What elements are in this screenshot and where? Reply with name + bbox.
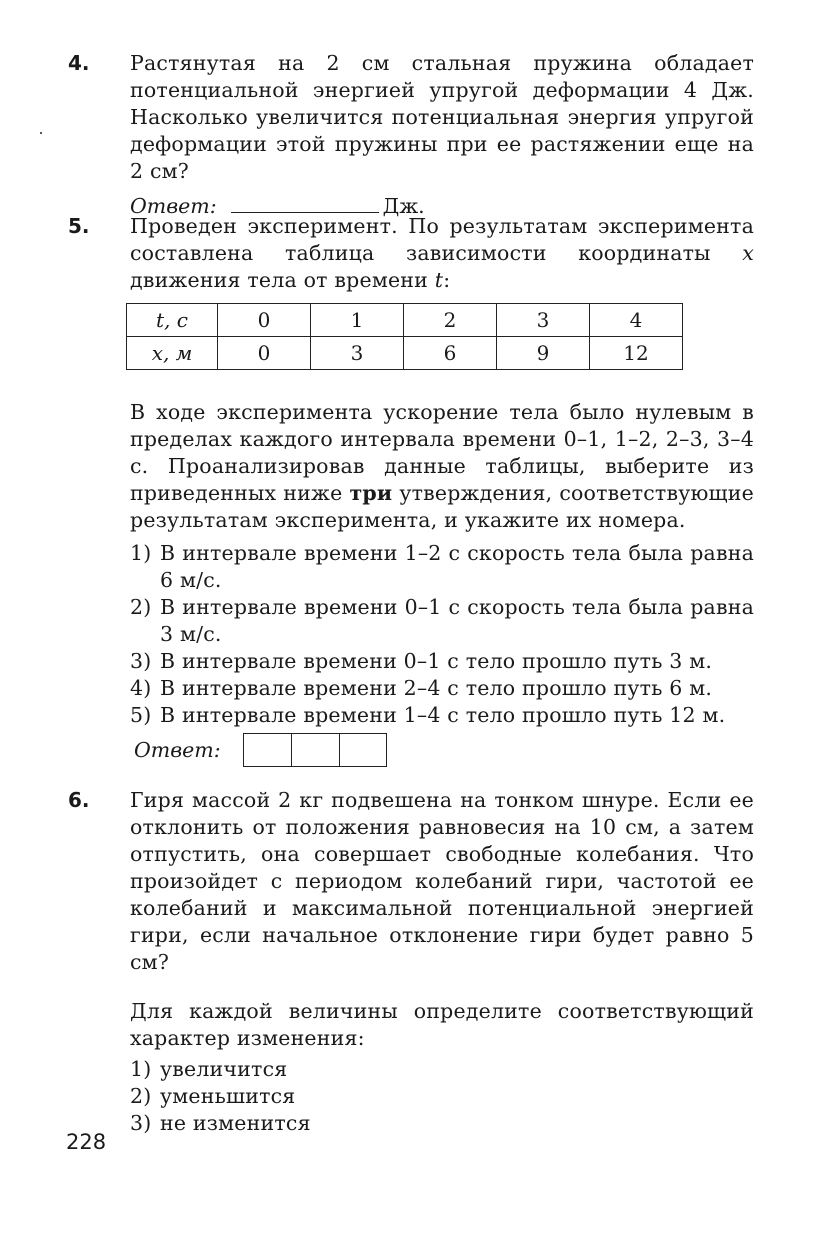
body-text: В ходе эксперимента ускорение тела было нулевым в пределах каждого интервала времени 0–1, 1–2, 2–3, 3–4 с. Проанализировав данные таблицы, выберите из приведенных ниже (130, 400, 754, 505)
list-item (130, 540, 754, 594)
option-number: 3) (130, 1111, 152, 1135)
option-text: В интервале времени 0–1 с тело прошло путь 3 м. (160, 649, 713, 673)
answer-blank[interactable] (231, 194, 379, 213)
table-cell: 4 (590, 304, 683, 337)
list-item (130, 594, 754, 648)
option-number: 2) (130, 1084, 152, 1108)
table-cell: 9 (497, 337, 590, 370)
answer-cell[interactable] (291, 733, 339, 767)
problem-text: Гиря массой 2 кг подвешена на тонком шнуре. Если ее отклонить от положения равновесия на 10 см, а затем отпустить, она совершает свободные колебания. Что произойдет с периодом колебаний гири, частотой ее колебаний и максимальной потенциальной энергией гири, если начальное отклонение гири будет равно 5 см? (130, 788, 754, 974)
table-row (127, 337, 683, 370)
table-cell: 1 (311, 304, 404, 337)
table-cell: 3 (497, 304, 590, 337)
problem-number: 6. (68, 788, 90, 812)
options-list (130, 540, 754, 729)
data-table (126, 303, 683, 370)
problem-body (130, 50, 754, 220)
option-number: 4) (130, 676, 152, 700)
option-number: 1) (130, 541, 152, 565)
option-number: 2) (130, 595, 152, 619)
problem-text-2: Для каждой величины определите соответствующий характер изменения: (130, 999, 754, 1050)
page-number: 228 (66, 1130, 107, 1154)
option-text: В интервале времени 0–1 с скорость тела была равна 3 м/с. (160, 595, 754, 646)
list-item (130, 648, 754, 675)
table-row (127, 304, 683, 337)
intro-text: : (443, 268, 451, 292)
var-x: x (742, 241, 754, 265)
option-text: В интервале времени 2–4 с тело прошло путь 6 м. (160, 676, 713, 700)
answer-cell[interactable] (243, 733, 291, 767)
table-header-cell: t, c (127, 304, 218, 337)
problem-number: 4. (68, 51, 90, 75)
problem-text (130, 399, 754, 534)
option-text: не изменится (160, 1111, 311, 1135)
table-cell: 0 (218, 304, 311, 337)
list-item (130, 1056, 754, 1083)
list-item (130, 1083, 754, 1110)
option-text: уменьшится (160, 1084, 296, 1108)
option-text: В интервале времени 1–2 с скорость тела была равна 6 м/с. (160, 541, 754, 592)
table-cell: 2 (404, 304, 497, 337)
option-number: 5) (130, 703, 152, 727)
body-text: утверждения, соответствующие результатам эксперимента, и укажите их номера. (130, 481, 754, 532)
list-item (130, 675, 754, 702)
body-bold: три (349, 481, 393, 505)
problem-intro (130, 213, 754, 294)
table-cell: 12 (590, 337, 683, 370)
problem-body (130, 787, 754, 1137)
option-text: В интервале времени 1–4 с тело прошло путь 12 м. (160, 703, 726, 727)
problem-body (130, 213, 754, 294)
list-item (130, 702, 754, 729)
option-text: увеличится (160, 1057, 288, 1081)
answer-label: Ответ: (130, 194, 217, 218)
problem-body-cont (130, 399, 754, 767)
list-item (130, 1110, 754, 1137)
answer-label: Ответ: (134, 737, 221, 762)
var-t: t (434, 268, 444, 292)
problem-number: 5. (68, 214, 90, 238)
table-cell: 6 (404, 337, 497, 370)
intro-text: Проведен эксперимент. По результатам эксперимента составлена таблица зависимости координаты (130, 214, 754, 265)
answer-cells (243, 733, 387, 767)
answer-area (130, 733, 754, 767)
scan-speck (40, 132, 42, 134)
answer-cell[interactable] (339, 733, 387, 767)
option-number: 3) (130, 649, 152, 673)
option-number: 1) (130, 1057, 152, 1081)
problem-text: Растянутая на 2 см стальная пружина обладает потенциальной энергией упругой деформации 4 Дж. Насколько увеличится потенциальная энергия упругой деформации этой пружины при ее растяжении еще на 2 см? (130, 51, 754, 183)
answer-unit: Дж. (382, 194, 425, 218)
options-list (130, 1056, 754, 1137)
intro-text: движения тела от времени (130, 268, 435, 292)
table-cell: 3 (311, 337, 404, 370)
table-header-cell: x, м (127, 337, 218, 370)
table-cell: 0 (218, 337, 311, 370)
